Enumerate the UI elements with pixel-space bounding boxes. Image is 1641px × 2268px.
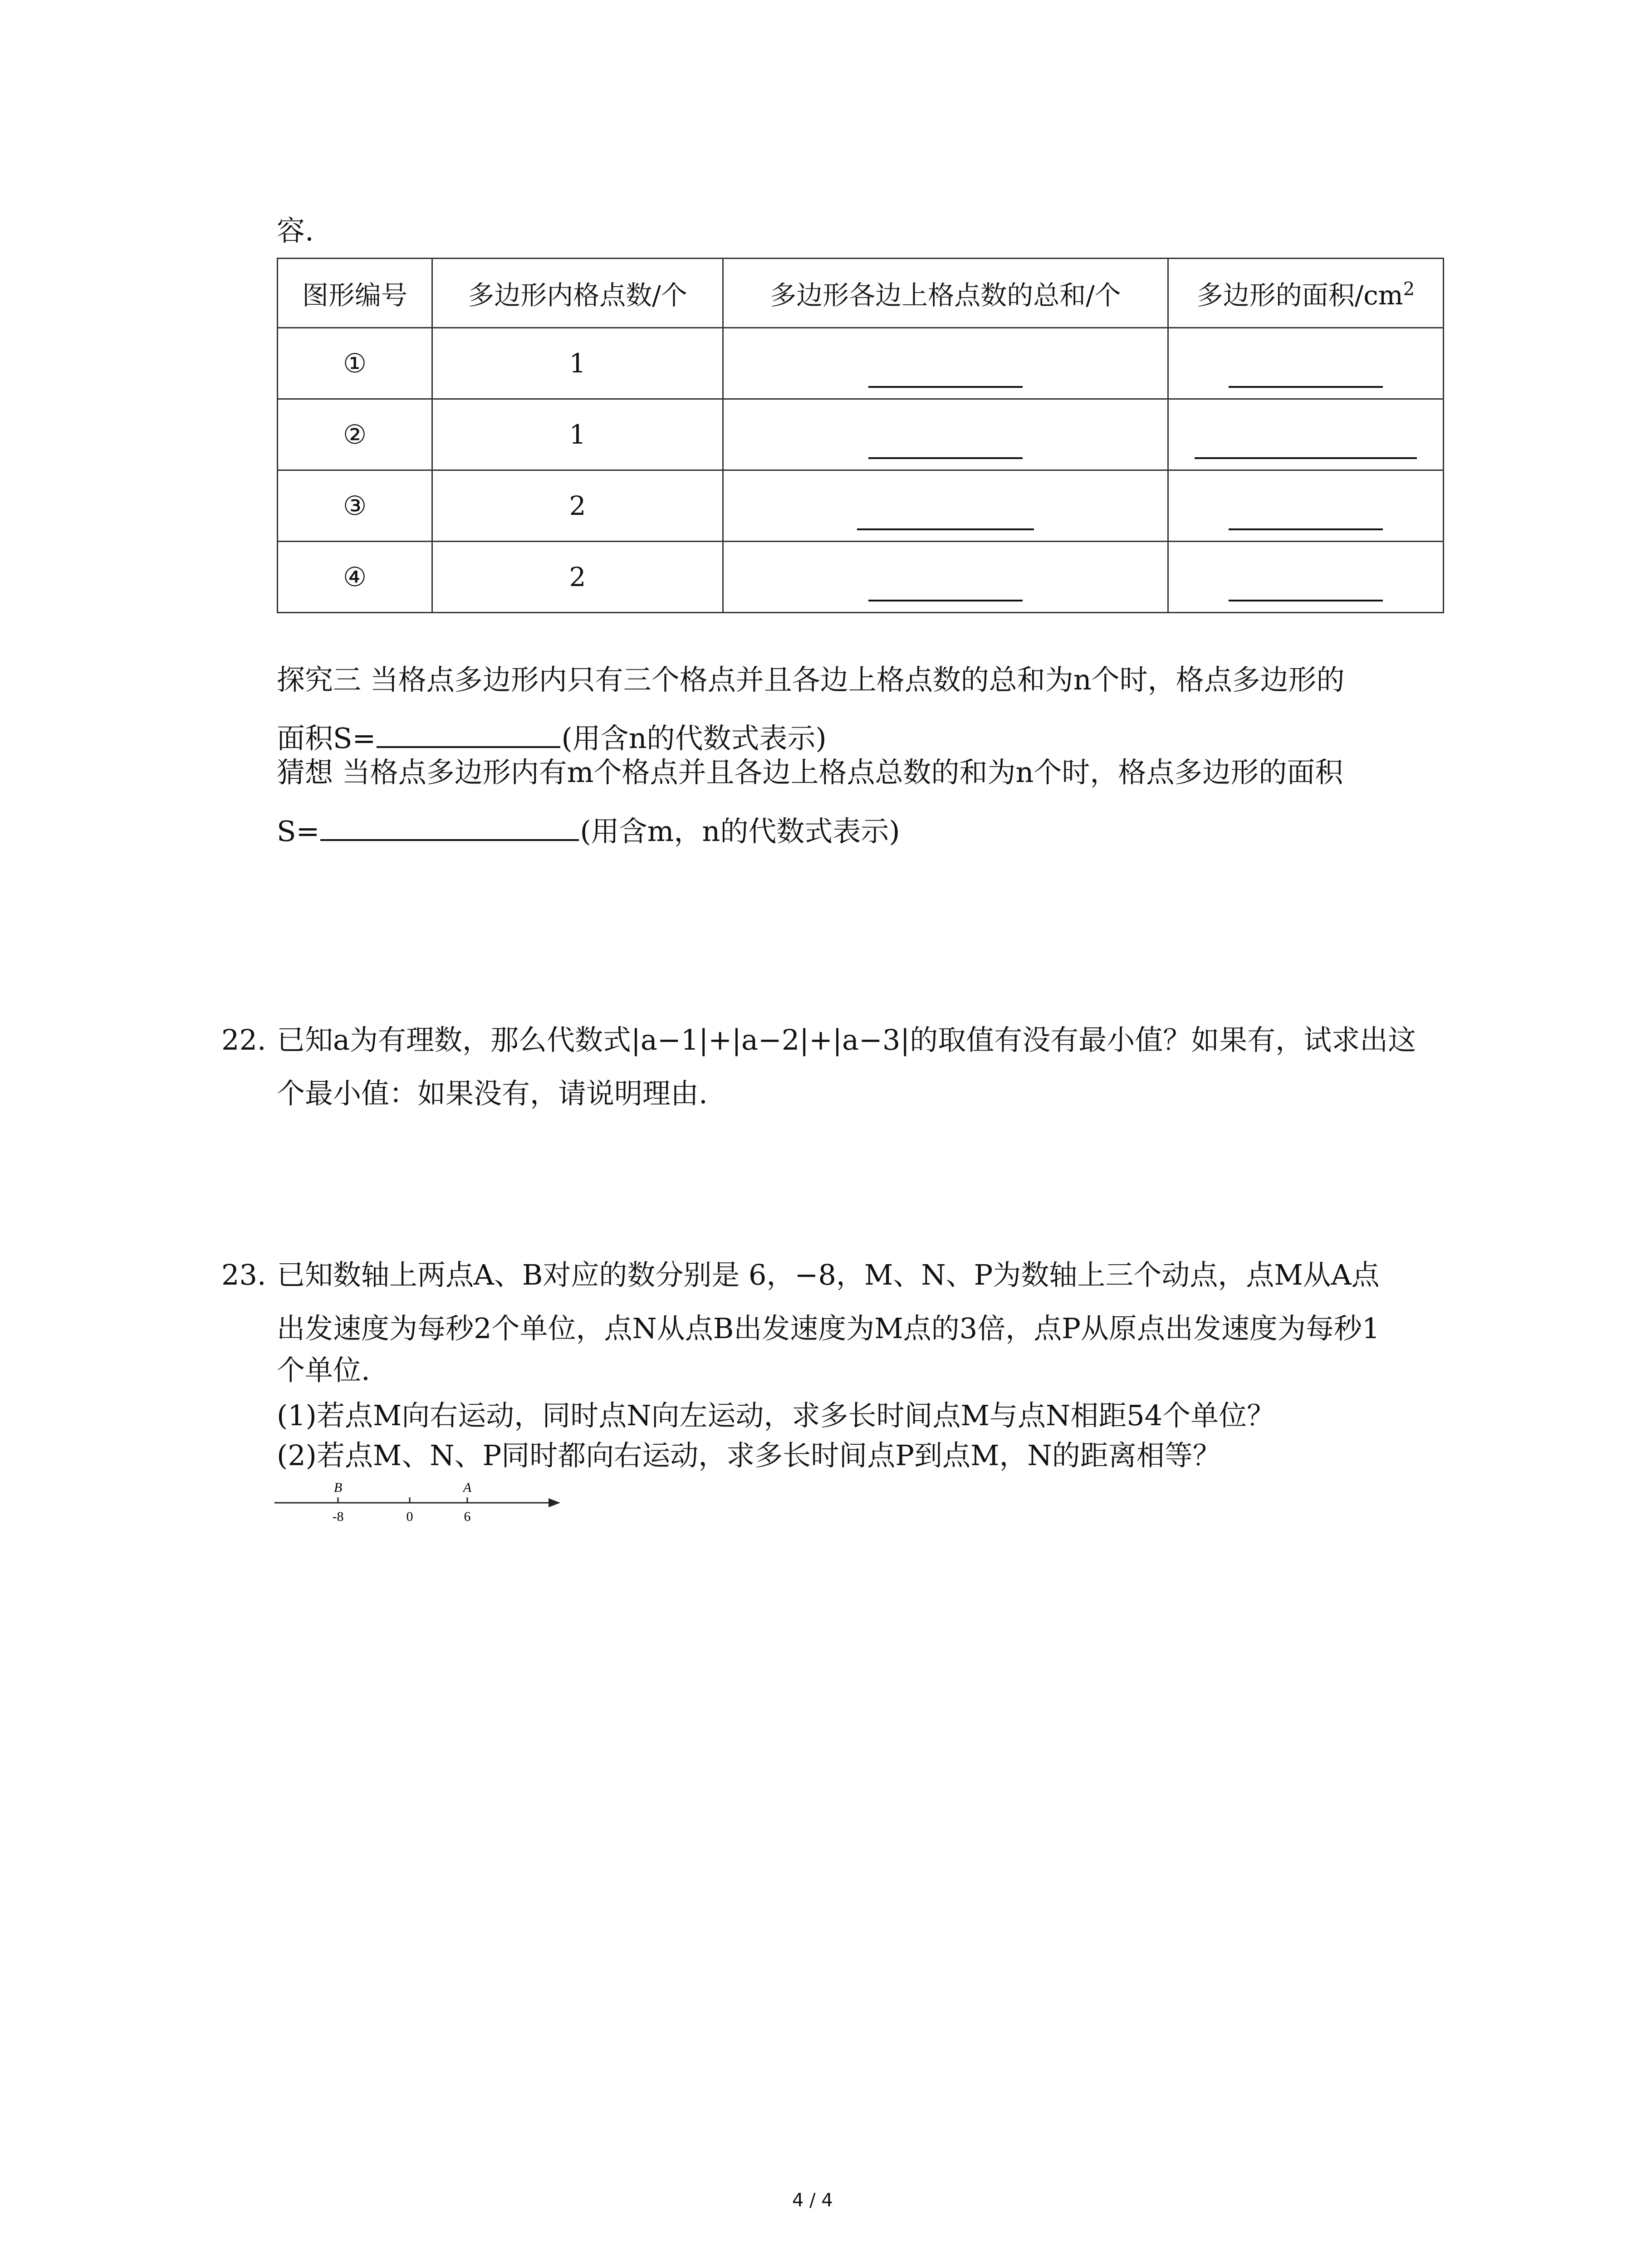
cell-boundary-blank (723, 328, 1168, 399)
answer-blank (320, 812, 579, 841)
question-23-part1: (1)若点M向右运动，同时点N向左运动，求多长时间点M与点N相距54个单位？ (277, 1399, 1275, 1432)
question-23-number: 23. (221, 1258, 266, 1291)
cell-area-blank (1168, 328, 1444, 399)
cell-figure-id: ④ (278, 542, 432, 613)
question-22-line2: 个最小值：如果没有，请说明理由. (277, 1077, 708, 1110)
header-figure-number: 图形编号 (278, 259, 432, 328)
header-area: 多边形的面积$/cm^2$ (1168, 259, 1444, 328)
arrow-right-icon (549, 1498, 560, 1507)
conjecture-line1: 猜想 当格点多边形内有m个格点并且各边上格点总数的和为n个时，格点多边形的面积 (277, 756, 1343, 789)
question-22-number: 22. (221, 1023, 266, 1056)
cell-boundary-blank (723, 399, 1168, 470)
table-row (278, 399, 1444, 470)
cell-figure-id: ③ (278, 470, 432, 542)
point-label-B: B (333, 1480, 343, 1495)
header-boundary-points: 多边形各边上格点数的总和/个 (723, 259, 1168, 328)
cell-boundary-blank (723, 542, 1168, 613)
cell-inner: 2 (432, 470, 723, 542)
question-23-part2: (2)若点M、N、P同时都向右运动，求多长时间点P到点M，N的距离相等？ (277, 1439, 1221, 1472)
cell-inner: 1 (432, 328, 723, 399)
cell-area-blank (1168, 399, 1444, 470)
cell-figure-id: ② (278, 399, 432, 470)
table-row (278, 542, 1444, 613)
tick-label: 0 (406, 1509, 413, 1524)
point-label-A: A (463, 1480, 472, 1495)
cell-area-blank (1168, 470, 1444, 542)
text-fragment: 容. (277, 214, 314, 247)
tick-label: -8 (332, 1509, 344, 1524)
cell-boundary-blank (723, 470, 1168, 542)
cell-inner: 2 (432, 542, 723, 613)
explore3-line2: 面积S= (用含n的代数式表示) (277, 719, 827, 753)
question-23-line3: 个单位. (277, 1354, 370, 1387)
table-row (278, 328, 1444, 399)
table-row (278, 470, 1444, 542)
question-22-line1: 已知a为有理数，那么代数式|a−1|+|a−2|+|a−3|的取值有没有最小值？如果有，试求出这 (277, 1023, 1416, 1056)
conjecture-line2: S= (用含m，n的代数式表示) (277, 812, 900, 846)
question-23-line1: 已知数轴上两点A、B对应的数分别是 6，−8，M、N、P为数轴上三个动点，点M从A点 (277, 1258, 1380, 1291)
number-line-figure (274, 1476, 565, 1531)
cell-area-blank (1168, 542, 1444, 613)
page-number: 4 / 4 (792, 2190, 833, 2211)
cell-inner: 1 (432, 399, 723, 470)
answer-blank (377, 719, 560, 748)
header-inner-points: 多边形内格点数/个 (432, 259, 723, 328)
question-23-line2: 出发速度为每秒2个单位，点N从点B出发速度为M点的3倍，点P从原点出发速度为每秒1 (277, 1312, 1380, 1345)
tick-label: 6 (464, 1509, 471, 1524)
grid-polygon-table (277, 258, 1444, 613)
explore3-line1: 探究三 当格点多边形内只有三个格点并且各边上格点数的总和为n个时，格点多边形的 (277, 663, 1345, 696)
table-header-row (278, 259, 1444, 328)
cell-figure-id: ① (278, 328, 432, 399)
